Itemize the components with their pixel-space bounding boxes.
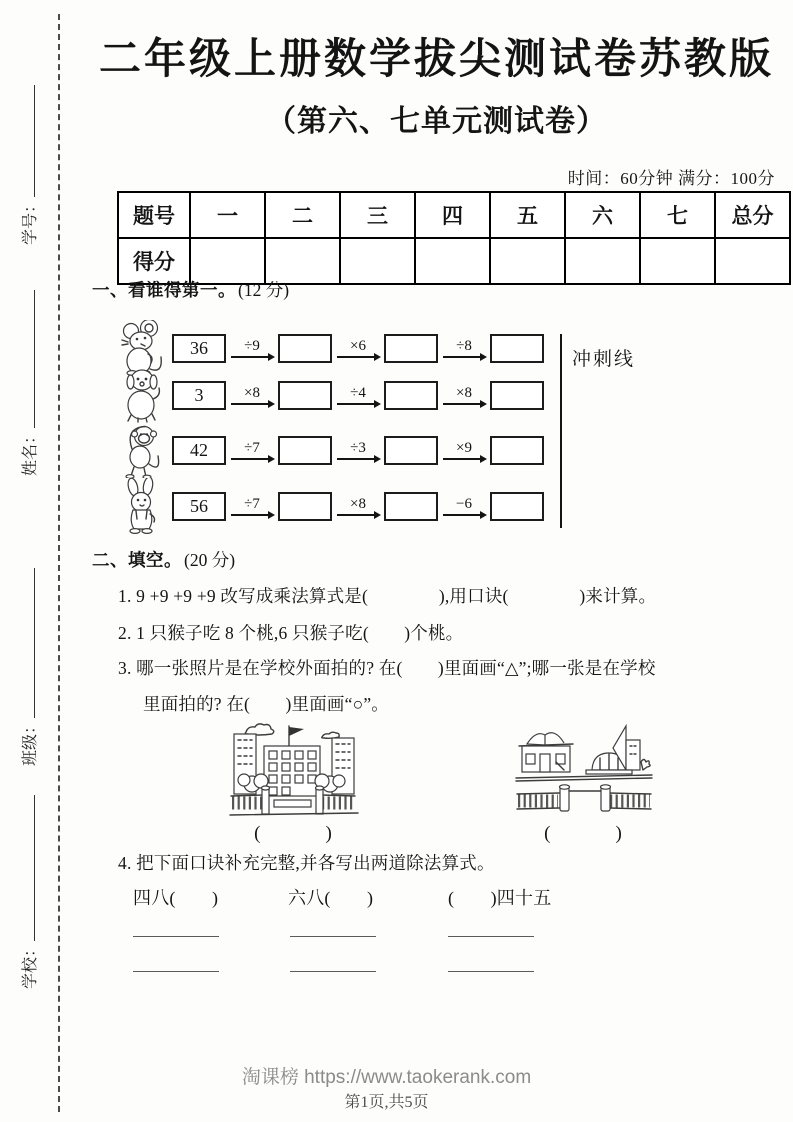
arrow-shaft	[231, 458, 273, 460]
score-table-header-row	[118, 192, 790, 238]
operation-label: −6	[456, 495, 472, 512]
score-cell[interactable]	[490, 238, 565, 284]
operation-arrow	[231, 441, 273, 460]
monkey-icon	[118, 422, 166, 478]
start-number-box: 3	[172, 381, 226, 410]
school-blank[interactable]	[21, 795, 35, 941]
question-2: 2. 1 只猴子吃 8 个桃,6 只猴子吃( )个桃。	[118, 623, 464, 643]
finish-line	[560, 334, 562, 528]
student-number-field	[15, 85, 41, 245]
arrow-shaft	[443, 356, 485, 358]
score-header-cell: 四	[415, 192, 490, 238]
score-header-cell: 六	[565, 192, 640, 238]
school-field	[15, 795, 41, 989]
question-3-line2: 里面拍的? 在( )里面画“○”。	[143, 694, 390, 714]
school-label: 学校：	[21, 940, 39, 989]
operation-arrow	[231, 497, 273, 516]
arrow-shaft	[443, 403, 485, 405]
score-header-cell: 一	[190, 192, 265, 238]
arrow-shaft	[337, 403, 379, 405]
student-number-blank[interactable]	[21, 85, 35, 197]
section2-title: 二、填空。	[92, 550, 182, 570]
arrow-shaft	[337, 514, 379, 516]
score-header-cell: 总分	[715, 192, 790, 238]
q4-blank-2: 六八( )	[288, 888, 374, 908]
division-answer-line[interactable]	[448, 971, 534, 972]
score-header-cell: 题号	[118, 192, 190, 238]
arrow-shaft	[443, 458, 485, 460]
operation-arrow	[337, 441, 379, 460]
operation-arrow	[443, 441, 485, 460]
answer-box[interactable]	[384, 436, 438, 465]
question-3-line1: 3. 哪一张照片是在学校外面拍的? 在( )里面画“△”;哪一张是在学校	[118, 658, 656, 678]
score-header-cell: 三	[340, 192, 415, 238]
arrow-shaft	[231, 403, 273, 405]
operation-label: ÷7	[244, 439, 260, 456]
class-blank[interactable]	[21, 568, 35, 718]
section1-title: 一、看谁得第一。	[92, 280, 236, 300]
answer-box[interactable]	[490, 381, 544, 410]
student-name-field	[15, 290, 41, 476]
student-number-label: 学号：	[21, 196, 39, 245]
school-inside-photo	[514, 718, 654, 818]
operation-label: ÷7	[244, 495, 260, 512]
answer-box[interactable]	[384, 381, 438, 410]
dog-icon	[118, 367, 166, 423]
finish-line-label: 冲刺线	[572, 349, 636, 370]
rabbit-icon	[118, 478, 166, 534]
race-row-monkey	[118, 422, 544, 478]
division-answer-line[interactable]	[448, 936, 534, 937]
section2-heading	[92, 547, 235, 572]
operation-label: ×6	[350, 337, 366, 354]
q4-blank-3: ( )四十五	[448, 888, 552, 908]
operation-label: ×8	[244, 384, 260, 401]
question-4: 4. 把下面口诀补充完整,并各写出两道除法算式。	[118, 853, 495, 873]
division-answer-line[interactable]	[290, 971, 376, 972]
operation-arrow	[337, 386, 379, 405]
arrow-shaft	[443, 514, 485, 516]
question-1: 1. 9 +9 +9 +9 改写成乘法算式是( ),用口诀( )来计算。	[118, 586, 657, 606]
answer-box[interactable]	[490, 436, 544, 465]
answer-box[interactable]	[278, 381, 332, 410]
operation-arrow	[443, 497, 485, 516]
section2-points: (20 分)	[184, 550, 236, 570]
class-field	[15, 568, 41, 766]
answer-box[interactable]	[278, 492, 332, 521]
arrow-shaft	[231, 514, 273, 516]
class-label: 班级：	[21, 717, 39, 766]
operation-label: ×8	[456, 384, 472, 401]
operation-arrow	[337, 339, 379, 358]
section1-heading	[92, 277, 289, 302]
start-number-box: 56	[172, 492, 226, 521]
paper-subtitle: （第六、七单元测试卷）	[266, 105, 607, 138]
score-cell[interactable]	[640, 238, 715, 284]
score-cell[interactable]	[715, 238, 790, 284]
division-answer-line[interactable]	[290, 936, 376, 937]
operation-label: ÷8	[456, 337, 472, 354]
score-header-cell: 二	[265, 192, 340, 238]
site-watermark: 淘课榜 https://www.taokerank.com	[241, 1067, 532, 1088]
arrow-shaft	[337, 458, 379, 460]
score-cell[interactable]	[565, 238, 640, 284]
operation-arrow	[231, 386, 273, 405]
photo-answer-blank-right[interactable]: ( )	[544, 823, 624, 844]
school-outside-photo	[226, 720, 362, 818]
operation-arrow	[443, 339, 485, 358]
q4-blank-1: 四八( )	[133, 888, 219, 908]
division-answer-line[interactable]	[133, 971, 219, 972]
division-answer-line[interactable]	[133, 936, 219, 937]
score-cell[interactable]	[415, 238, 490, 284]
operation-label: ÷3	[350, 439, 366, 456]
answer-box[interactable]	[384, 334, 438, 363]
student-name-label: 姓名：	[21, 427, 39, 476]
race-row-rabbit	[118, 478, 544, 534]
answer-box[interactable]	[490, 334, 544, 363]
fold-dashed-line	[58, 14, 60, 1112]
arrow-shaft	[337, 356, 379, 358]
score-row-label: 得分	[118, 238, 190, 284]
paper-title: 二年级上册数学拔尖测试卷苏教版	[98, 37, 774, 83]
start-number-box: 42	[172, 436, 226, 465]
answer-box[interactable]	[384, 492, 438, 521]
time-score-meta: 时间：60分钟 满分：100分	[567, 169, 775, 188]
score-header-cell: 五	[490, 192, 565, 238]
section1-points: (12 分)	[238, 280, 290, 300]
answer-box[interactable]	[278, 436, 332, 465]
operation-label: ÷9	[244, 337, 260, 354]
race-row-dog	[118, 367, 544, 423]
score-table	[117, 191, 791, 285]
operation-label: ×9	[456, 439, 472, 456]
student-name-blank[interactable]	[21, 290, 35, 428]
operation-arrow	[231, 339, 273, 358]
arrow-shaft	[231, 356, 273, 358]
operation-label: ÷4	[350, 384, 366, 401]
photo-answer-blank-left[interactable]: ( )	[254, 823, 334, 844]
answer-box[interactable]	[278, 334, 332, 363]
answer-box[interactable]	[490, 492, 544, 521]
operation-arrow	[443, 386, 485, 405]
operation-arrow	[337, 497, 379, 516]
start-number-box: 36	[172, 334, 226, 363]
score-cell[interactable]	[340, 238, 415, 284]
operation-label: ×8	[350, 495, 366, 512]
score-header-cell: 七	[640, 192, 715, 238]
page-number: 第1页,共5页	[344, 1094, 429, 1111]
